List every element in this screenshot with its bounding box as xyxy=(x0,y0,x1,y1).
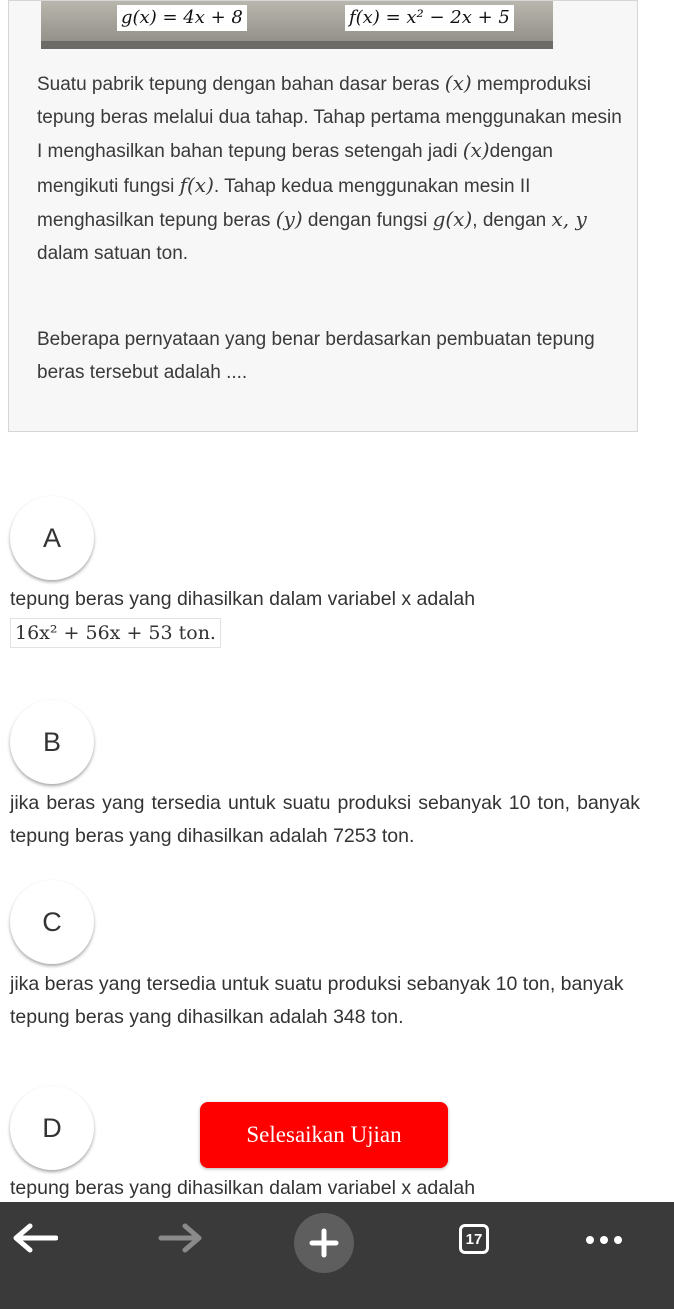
question-paragraph-1: Suatu pabrik tepung dengan bahan dasar beras (x) memproduksi tepung beras melalui dua tahap. Tahap pertama menggunakan mesin I menghasilkan bahan tepung beras setengah jadi (x)dengan mengikuti fungsi f(x). Tahap kedua menggunakan mesin II menghasilkan tepung beras (y) dengan fungsi g(x), dengan x, y dalam satuan ton. xyxy=(37,71,622,264)
option-d-text: tepung beras yang dihasilkan dalam variabel x adalah xyxy=(10,1177,476,1199)
new-tab-button[interactable] xyxy=(294,1213,354,1273)
back-arrow-icon xyxy=(12,1223,58,1253)
tabs-icon[interactable]: 17 xyxy=(459,1224,489,1254)
plus-icon xyxy=(308,1227,340,1259)
forward-button[interactable] xyxy=(150,1202,210,1274)
option-a-button[interactable]: A xyxy=(10,496,94,580)
back-button[interactable] xyxy=(0,1202,70,1274)
option-b-text: jika beras yang tersedia untuk suatu produksi sebanyak 10 ton, banyak tepung beras yang dihasilkan adalah 7253 ton. xyxy=(10,792,640,847)
option-a-text: tepung beras yang dihasilkan dalam variabel x adalah xyxy=(10,588,476,610)
option-c-button[interactable]: C xyxy=(10,880,94,964)
image-edge xyxy=(41,41,553,49)
browser-bottom-bar xyxy=(0,1202,674,1309)
option-a-math: 16x² + 56x + 53 ton. xyxy=(10,618,221,648)
question-card xyxy=(8,0,638,432)
forward-arrow-icon xyxy=(157,1223,203,1253)
option-d-button[interactable]: D xyxy=(10,1086,94,1170)
formula-g: g(x) = 4x + 8 xyxy=(117,5,247,31)
formula-f: f(x) = x² − 2x + 5 xyxy=(345,5,514,31)
more-icon[interactable] xyxy=(586,1236,622,1244)
finish-exam-button[interactable]: Selesaikan Ujian xyxy=(200,1102,448,1168)
question-image xyxy=(41,1,553,49)
option-b-button[interactable]: B xyxy=(10,700,94,784)
option-c-text: jika beras yang tersedia untuk suatu produksi sebanyak 10 ton, banyak tepung beras yang dihasilkan adalah 348 ton. xyxy=(10,973,624,1028)
question-paragraph-2: Beberapa pernyataan yang benar berdasarkan pembuatan tepung beras tersebut adalah .... xyxy=(37,329,595,383)
